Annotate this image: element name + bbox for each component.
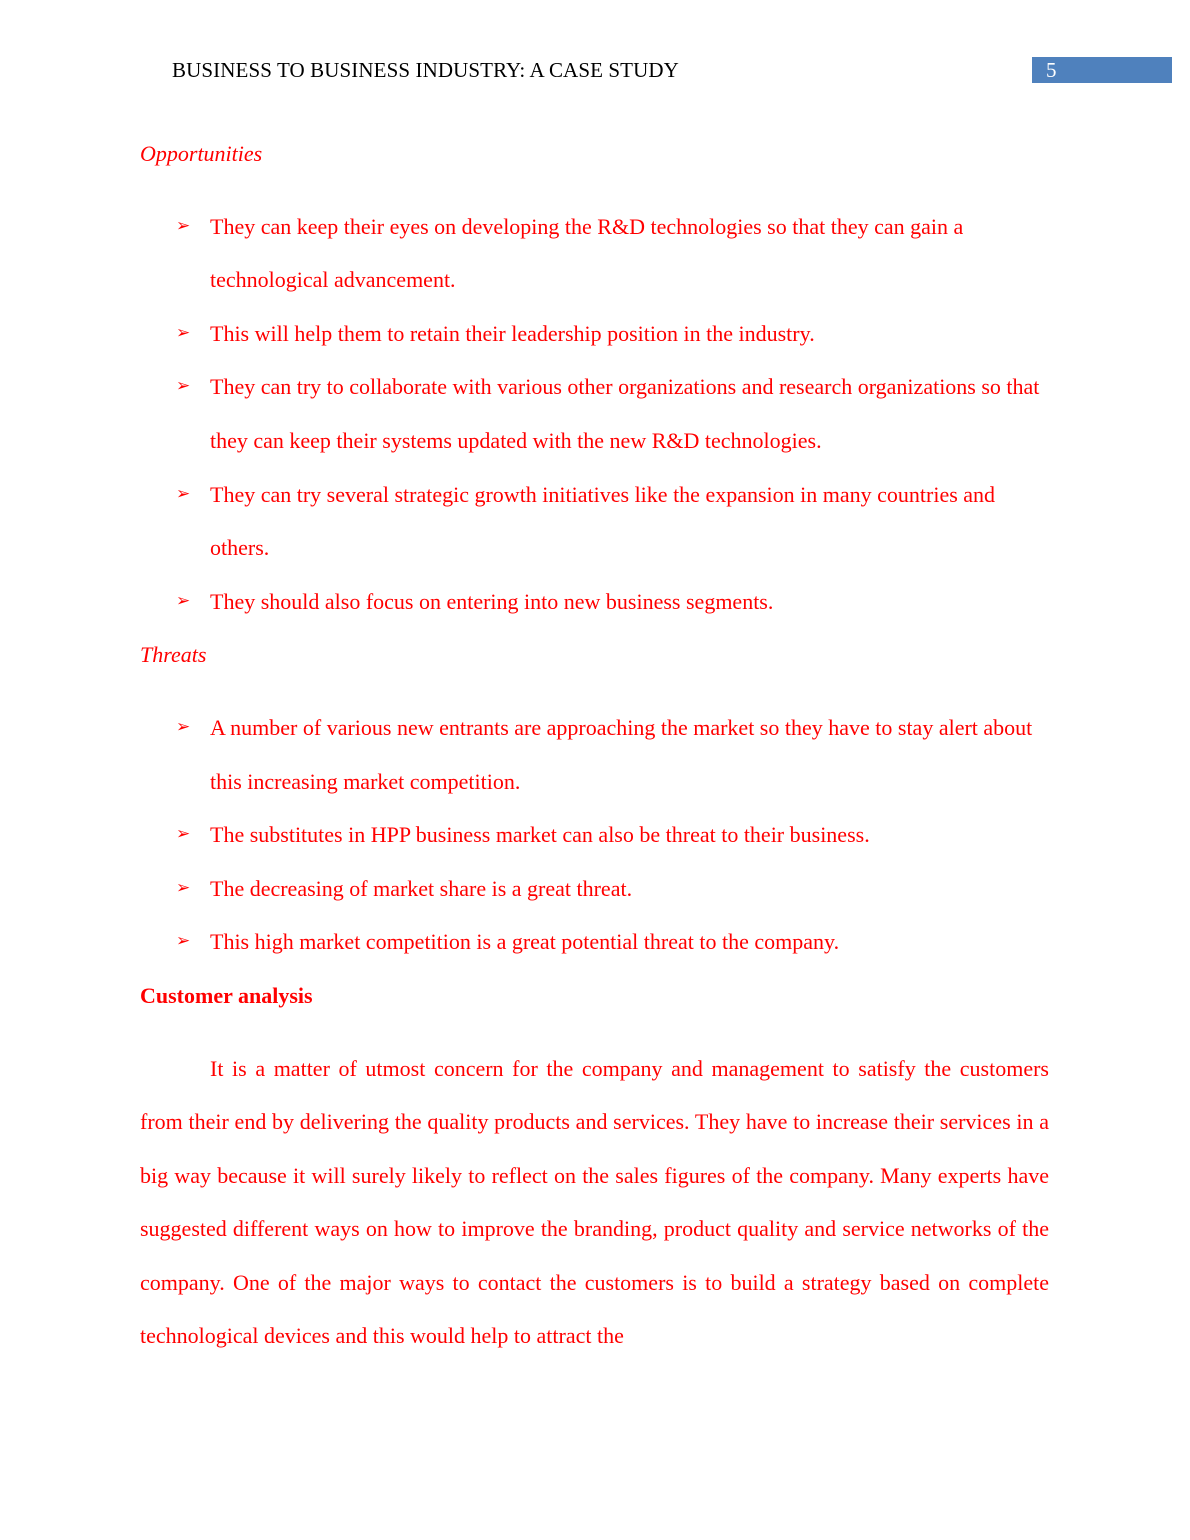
page-number-box: [1032, 57, 1172, 83]
list-item: [140, 808, 1049, 862]
threats-list: [140, 701, 1049, 969]
spacer: [140, 1023, 1049, 1042]
arrow-bullet-icon: ➢: [176, 931, 191, 952]
customer-analysis-paragraph: It is a matter of utmost concern for the company and management to satisfy the customers from their end by delivering the quality products and services. They have to increase their services in a big way because it will surely likely to reflect on the sales figures of the company. Many experts have suggested different ways on how to improve the branding, product quality and service networks of the company. One of the major ways to contact the customers is to build a strategy based on complete technological devices and this would help to attract the: [140, 1055, 1049, 1349]
list-item-text: The substitutes in HPP business market can also be threat to their business.: [210, 822, 870, 848]
document-body: [140, 127, 1049, 1363]
spacer: [140, 682, 1049, 701]
list-item-text: They should also focus on entering into new business segments.: [210, 588, 774, 614]
list-item: [140, 862, 1049, 916]
opportunities-heading: Opportunities: [140, 141, 263, 166]
opportunities-list: [140, 200, 1049, 629]
list-item-text: They can try several strategic growth initiatives like the expansion in many countries and others.: [210, 481, 996, 561]
threats-heading: Threats: [140, 642, 207, 668]
list-item-text: This will help them to retain their leadership position in the industry.: [210, 320, 815, 346]
list-item-text: The decreasing of market share is a great threat.: [210, 875, 633, 901]
list-item: [140, 701, 1049, 808]
list-item-text: A number of various new entrants are approaching the market so they have to stay alert about this increasing market competition.: [210, 714, 1033, 794]
running-head: BUSINESS TO BUSINESS INDUSTRY: A CASE STUDY: [172, 58, 679, 82]
arrow-bullet-icon: ➢: [176, 376, 191, 397]
list-item-text: They can keep their eyes on developing the R&D technologies so that they can gain a technological advancement.: [210, 213, 964, 293]
list-item: [140, 307, 1049, 361]
arrow-bullet-icon: ➢: [176, 716, 191, 737]
customer-analysis-heading: Customer analysis: [140, 982, 313, 1008]
list-item-text: They can try to collaborate with various other organizations and research organizations so that they can keep their systems updated with the new R&D technologies.: [210, 374, 1040, 453]
arrow-bullet-icon: ➢: [176, 483, 191, 504]
arrow-bullet-icon: ➢: [176, 877, 191, 898]
page-number: 5: [1046, 58, 1057, 82]
spacer: [140, 181, 1049, 200]
list-item: [140, 575, 1049, 629]
arrow-bullet-icon: ➢: [176, 215, 191, 236]
list-item: [140, 200, 1049, 307]
list-item-text: This high market competition is a great potential threat to the company.: [210, 929, 840, 955]
arrow-bullet-icon: ➢: [176, 824, 191, 845]
list-item: [140, 468, 1049, 575]
list-item: [140, 360, 1049, 467]
list-item: [140, 915, 1049, 969]
arrow-bullet-icon: ➢: [176, 322, 191, 343]
arrow-bullet-icon: ➢: [176, 590, 191, 611]
